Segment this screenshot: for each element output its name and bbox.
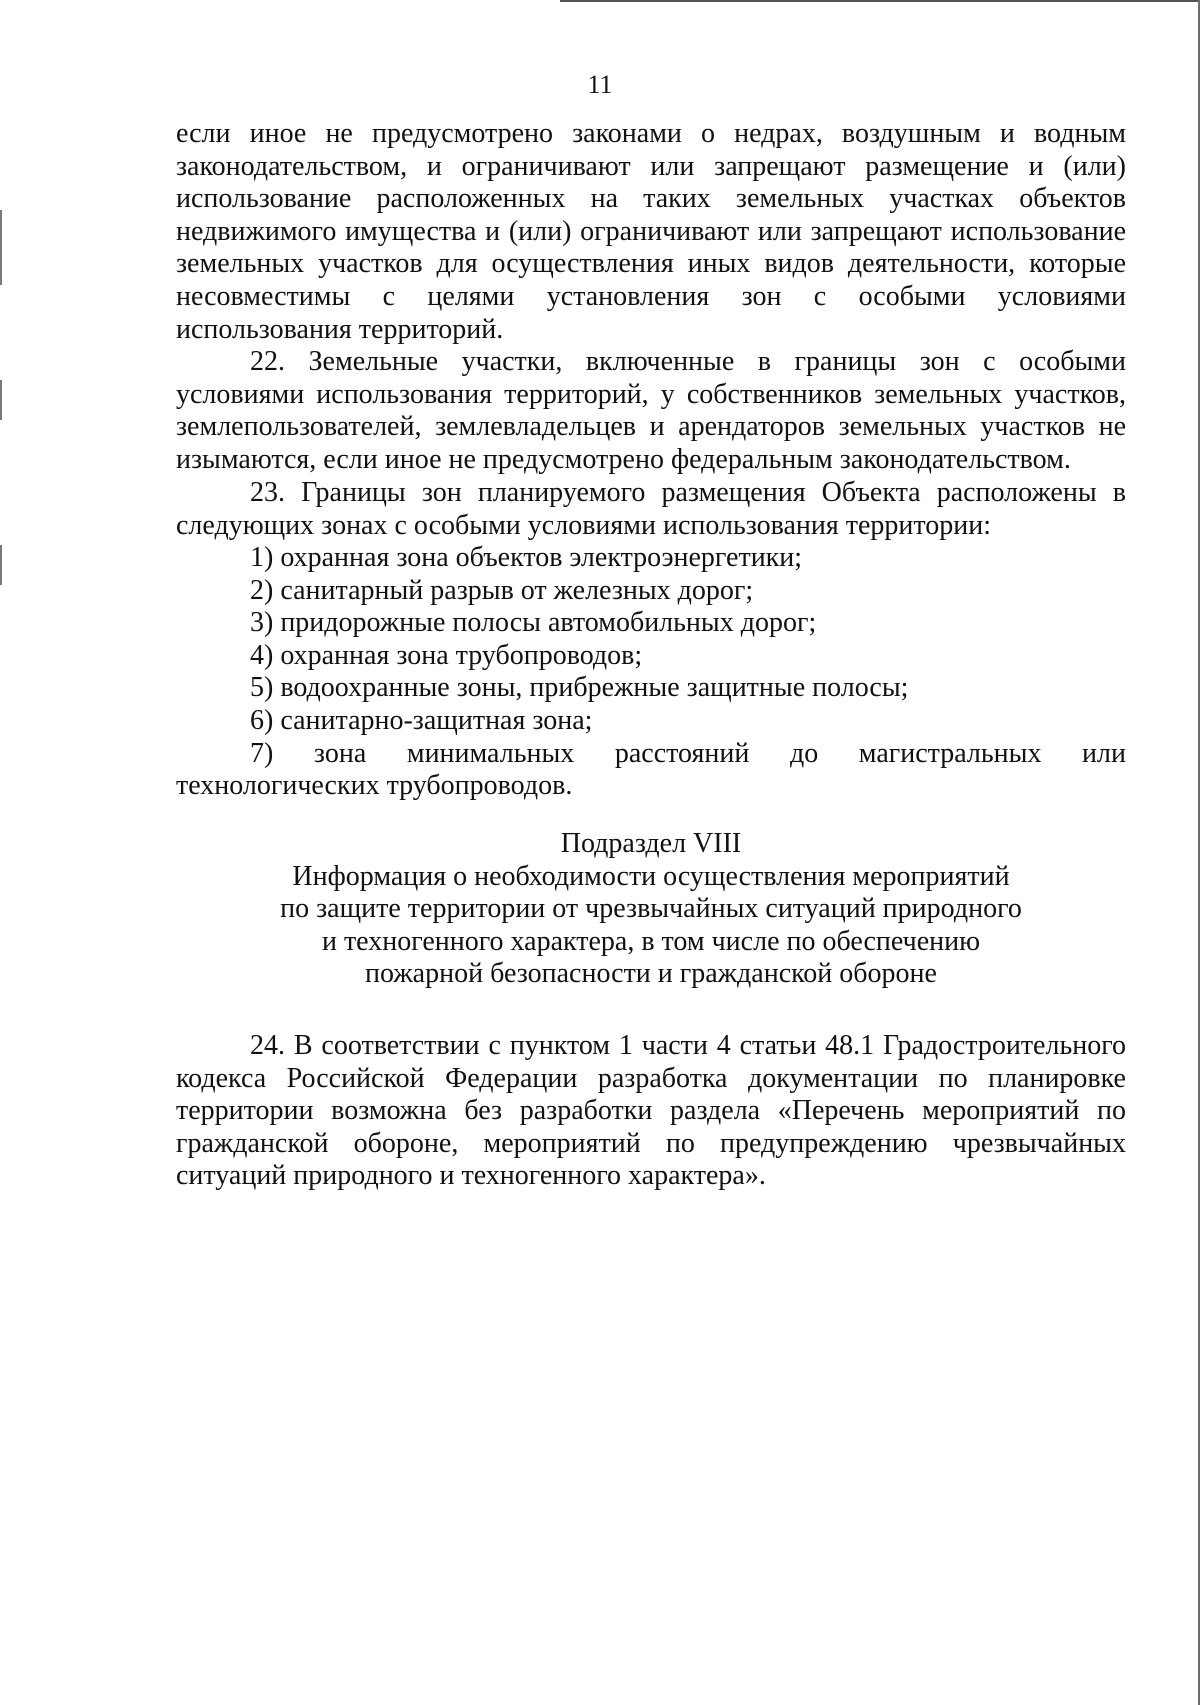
- list-item: 7) зона минимальных расстояний до магистральных или технологических трубопроводов.: [176, 737, 1126, 802]
- list-item: 1) охранная зона объектов электроэнергетики;: [250, 542, 803, 573]
- section-heading: [176, 828, 1126, 991]
- list-item: 4) охранная зона трубопроводов;: [250, 639, 643, 671]
- paragraph-text: 23. Границы зон планируемого размещения Объекта расположены в следующих зонах с особыми условиями использования территории:: [176, 477, 1126, 541]
- scan-edge-left: [0, 380, 2, 420]
- zones-list: [176, 542, 1126, 803]
- page-number: 11: [587, 70, 613, 99]
- list-item: 6) санитарно-защитная зона;: [250, 704, 593, 736]
- paragraph-text: если иное не предусмотрено законами о недрах, воздушным и водным законодательством, и ограничивают или запрещают размещение и (или) использование расположенных на таких земельных участках объектов недвижимого имущества и (или) ограничивают или запрещают использование земельных участков для осуществления иных видов деятельности, которые несовместимы с целями установления зон с особыми условиями использования территорий.: [176, 118, 1126, 345]
- paragraph-text: 24. В соответствии с пунктом 1 части 4 статьи 48.1 Градостроительного кодекса Российской Федерации разработка документации по планировке территории возможна без разработки раздела «Перечень мероприятий по гражданской обороне, мероприятий по предупреждению чрезвычайных ситуаций природного и техногенного характера».: [176, 1030, 1126, 1192]
- scan-edge-left: [0, 545, 2, 585]
- section-label: Подраздел VIII: [560, 828, 742, 859]
- section-title-line: пожарной безопасности и гражданской обороне: [365, 958, 937, 990]
- paragraph-23: [176, 477, 1126, 542]
- list-item: 5) водоохранные зоны, прибрежные защитные полосы;: [250, 672, 909, 704]
- paragraph-24: [176, 1030, 1126, 1193]
- section-title-line: по защите территории от чрезвычайных ситуаций природного: [280, 893, 1022, 925]
- section-title-line: и техногенного характера, в том числе по обеспечению: [321, 925, 981, 957]
- paragraph-text: 22. Земельные участки, включенные в границы зон с особыми условиями использования территорий, у собственников земельных участков, землепользователей, землевладельцев и арендаторов земельных участков не изымаются, если иное не предусмотрено федеральным законодательством.: [176, 346, 1126, 475]
- list-item: 3) придорожные полосы автомобильных дорог;: [250, 607, 817, 639]
- scan-edge-top: [560, 0, 1200, 2]
- list-item: 2) санитарный разрыв от железных дорог;: [250, 574, 754, 606]
- section-title-line: Информация о необходимости осуществления мероприятий: [292, 860, 1010, 892]
- scan-edge-left: [0, 210, 2, 285]
- paragraph-21-continuation: [176, 118, 1126, 346]
- paragraph-22: [176, 346, 1126, 476]
